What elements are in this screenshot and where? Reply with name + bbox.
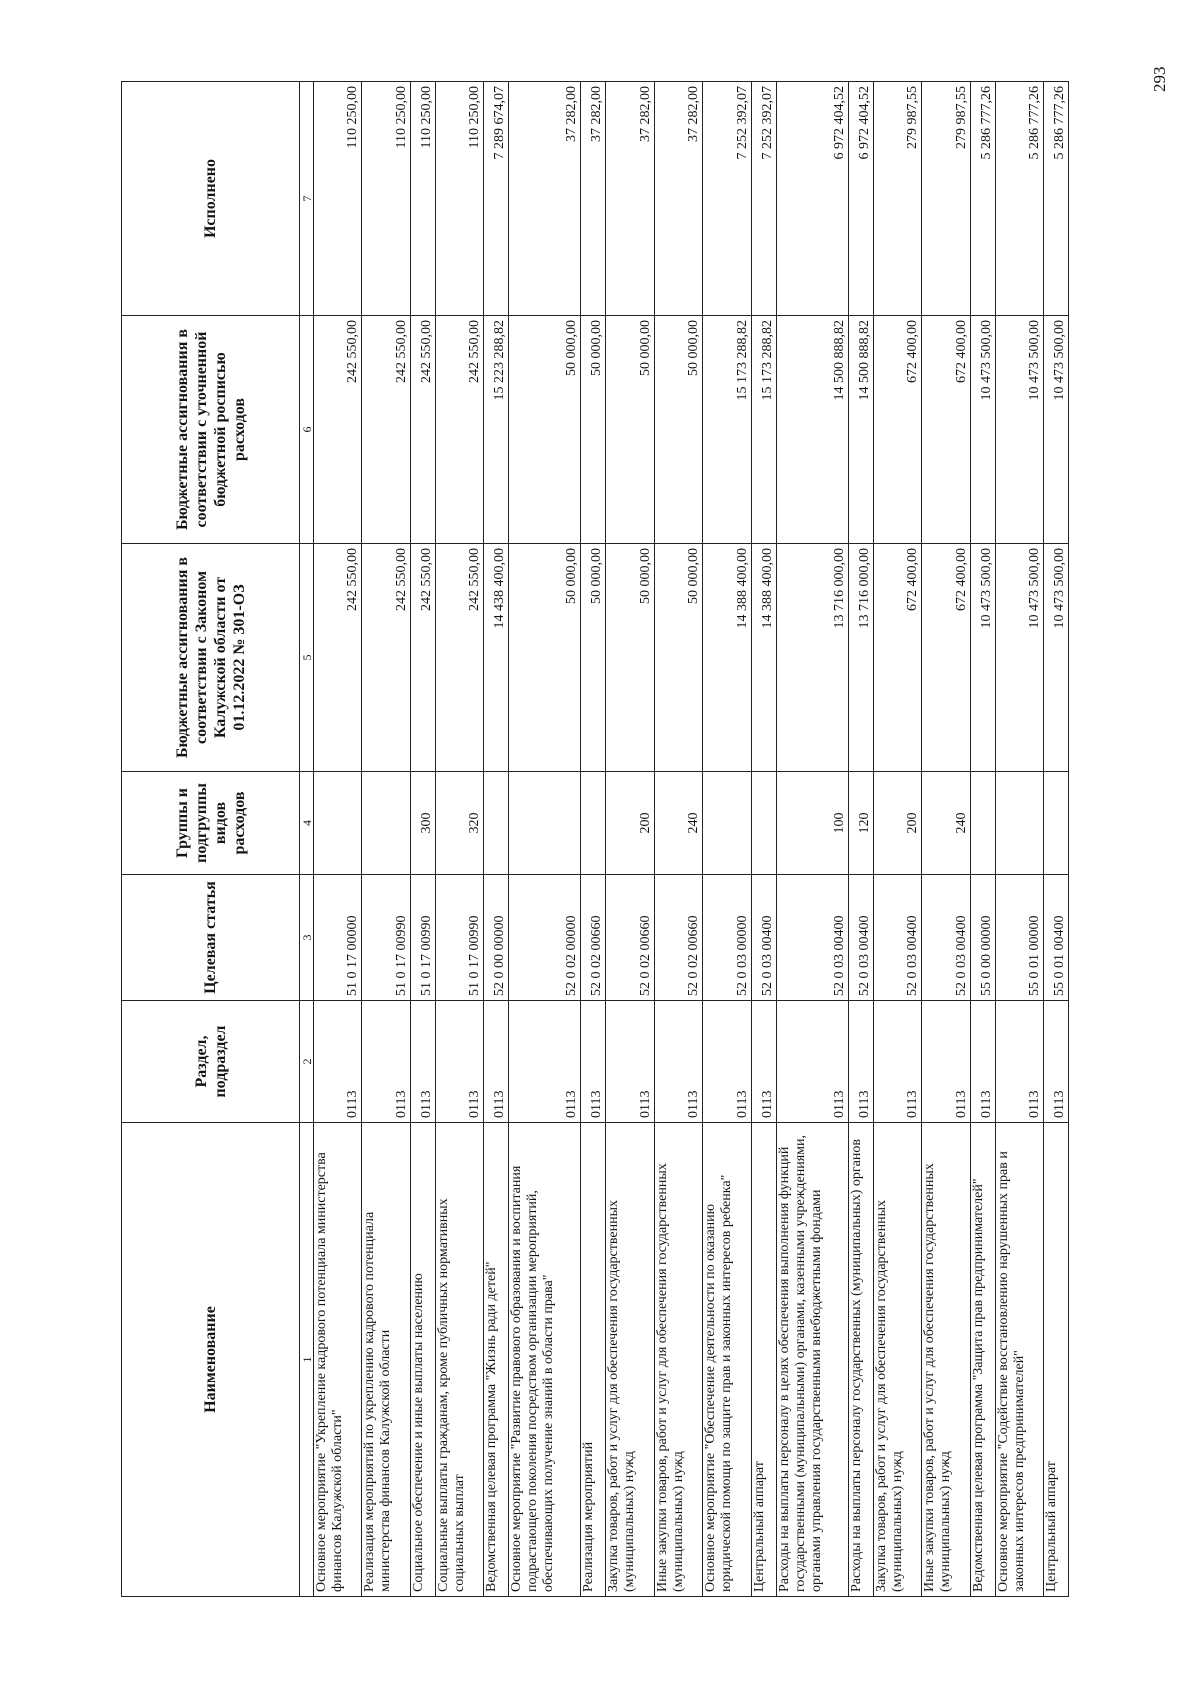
row-razdel: 0113 <box>654 1001 702 1123</box>
row-zakon: 10 473 500,00 <box>995 544 1043 772</box>
row-statya: 51 0 17 00000 <box>314 875 362 1001</box>
table-row <box>654 82 702 1597</box>
row-zakon: 14 388 400,00 <box>751 544 776 772</box>
row-name: Закупка товаров, работ и услуг для обеспечения государственных (муниципальных) нужд <box>873 1123 921 1597</box>
header-statya: Целевая статья <box>122 875 300 1001</box>
row-ispolneno: 6 972 404,52 <box>848 82 873 316</box>
row-zakon: 242 550,00 <box>314 544 362 772</box>
row-rospis: 242 550,00 <box>435 316 483 544</box>
row-rospis: 50 000,00 <box>654 316 702 544</box>
row-statya: 52 0 03 00000 <box>703 875 751 1001</box>
row-razdel: 0113 <box>362 1001 410 1123</box>
row-name: Ведомственная целевая программа "Защита прав предпринимателей" <box>970 1123 995 1597</box>
row-group: 200 <box>606 772 654 875</box>
row-ispolneno: 37 282,00 <box>606 82 654 316</box>
row-razdel: 0113 <box>922 1001 970 1123</box>
row-statya: 52 0 02 00660 <box>581 875 606 1001</box>
row-ispolneno: 110 250,00 <box>410 82 435 316</box>
row-statya: 55 0 01 00400 <box>1043 875 1068 1001</box>
row-zakon: 50 000,00 <box>581 544 606 772</box>
row-name: Расходы на выплаты персоналу государственных (муниципальных) органов <box>848 1123 873 1597</box>
row-razdel: 0113 <box>1043 1001 1068 1123</box>
table-row <box>362 82 410 1597</box>
table-row <box>703 82 751 1597</box>
column-number-row <box>300 82 314 1597</box>
table-row <box>1043 82 1068 1597</box>
row-group: 240 <box>654 772 702 875</box>
row-rospis: 10 473 500,00 <box>995 316 1043 544</box>
row-statya: 52 0 00 00000 <box>484 875 509 1001</box>
row-name: Основное мероприятие "Развитие правового образования и воспитания подрастающего поколения посредством организации мероприятий, обеспечивающих получение знаний в области права" <box>509 1123 581 1597</box>
row-statya: 51 0 17 00990 <box>410 875 435 1001</box>
row-zakon: 50 000,00 <box>509 544 581 772</box>
row-ispolneno: 7 252 392,07 <box>703 82 751 316</box>
row-group: 240 <box>922 772 970 875</box>
row-rospis: 242 550,00 <box>362 316 410 544</box>
row-razdel: 0113 <box>435 1001 483 1123</box>
row-name: Иные закупки товаров, работ и услуг для обеспечения государственных (муниципальных) нужд <box>654 1123 702 1597</box>
row-zakon: 242 550,00 <box>410 544 435 772</box>
row-razdel: 0113 <box>703 1001 751 1123</box>
rotated-page <box>121 82 1069 1597</box>
row-razdel: 0113 <box>314 1001 362 1123</box>
row-rospis: 15 173 288,82 <box>703 316 751 544</box>
page-number: 293 <box>1150 66 1169 92</box>
row-zakon: 672 400,00 <box>873 544 921 772</box>
header-name: Наименование <box>122 1123 300 1597</box>
row-ispolneno: 37 282,00 <box>654 82 702 316</box>
row-name: Основное мероприятие "Укрепление кадрового потенциала министерства финансов Калужской области" <box>314 1123 362 1597</box>
row-ispolneno: 7 252 392,07 <box>751 82 776 316</box>
table-body <box>314 82 1069 1597</box>
row-razdel: 0113 <box>606 1001 654 1123</box>
column-number: 7 <box>300 82 314 316</box>
row-razdel: 0113 <box>873 1001 921 1123</box>
row-razdel: 0113 <box>751 1001 776 1123</box>
column-number: 3 <box>300 875 314 1001</box>
row-group: 300 <box>410 772 435 875</box>
row-ispolneno: 110 250,00 <box>435 82 483 316</box>
row-group: 100 <box>776 772 848 875</box>
column-number: 4 <box>300 772 314 875</box>
row-rospis: 14 500 888,82 <box>776 316 848 544</box>
row-group: 320 <box>435 772 483 875</box>
row-zakon: 14 438 400,00 <box>484 544 509 772</box>
row-statya: 55 0 01 00000 <box>995 875 1043 1001</box>
row-rospis: 15 173 288,82 <box>751 316 776 544</box>
row-name: Центральный аппарат <box>1043 1123 1068 1597</box>
table-row <box>922 82 970 1597</box>
row-name: Расходы на выплаты персоналу в целях обеспечения выполнения функций государственными (муниципальными) органами, казенными учреждениями, органами управления государственными внебюджетными фондами <box>776 1123 848 1597</box>
row-razdel: 0113 <box>581 1001 606 1123</box>
table-row <box>873 82 921 1597</box>
row-statya: 52 0 03 00400 <box>873 875 921 1001</box>
table-row <box>776 82 848 1597</box>
row-statya: 55 0 00 00000 <box>970 875 995 1001</box>
row-ispolneno: 279 987,55 <box>922 82 970 316</box>
row-group <box>995 772 1043 875</box>
row-razdel: 0113 <box>848 1001 873 1123</box>
row-rospis: 14 500 888,82 <box>848 316 873 544</box>
row-statya: 52 0 02 00000 <box>509 875 581 1001</box>
row-ispolneno: 279 987,55 <box>873 82 921 316</box>
row-name: Реализация мероприятий по укреплению кадрового потенциала министерства финансов Калужской области <box>362 1123 410 1597</box>
row-zakon: 672 400,00 <box>922 544 970 772</box>
table-row <box>410 82 435 1597</box>
row-statya: 51 0 17 00990 <box>435 875 483 1001</box>
table-row <box>751 82 776 1597</box>
row-zakon: 242 550,00 <box>435 544 483 772</box>
row-statya: 52 0 03 00400 <box>751 875 776 1001</box>
row-zakon: 10 473 500,00 <box>970 544 995 772</box>
row-ispolneno: 5 286 777,26 <box>970 82 995 316</box>
table-row <box>848 82 873 1597</box>
row-name: Основное мероприятие "Обеспечение деятельности по оказанию юридической помощи по защите прав и законных интересов ребенка" <box>703 1123 751 1597</box>
row-zakon: 242 550,00 <box>362 544 410 772</box>
row-razdel: 0113 <box>484 1001 509 1123</box>
row-zakon: 50 000,00 <box>654 544 702 772</box>
row-zakon: 13 716 000,00 <box>848 544 873 772</box>
row-ispolneno: 37 282,00 <box>509 82 581 316</box>
row-rospis: 10 473 500,00 <box>970 316 995 544</box>
row-zakon: 13 716 000,00 <box>776 544 848 772</box>
row-zakon: 50 000,00 <box>606 544 654 772</box>
header-ispolneno: Исполнено <box>122 82 300 316</box>
row-rospis: 15 223 288,82 <box>484 316 509 544</box>
row-group <box>1043 772 1068 875</box>
row-ispolneno: 7 289 674,07 <box>484 82 509 316</box>
row-ispolneno: 110 250,00 <box>362 82 410 316</box>
table-row <box>435 82 483 1597</box>
row-razdel: 0113 <box>995 1001 1043 1123</box>
row-razdel: 0113 <box>970 1001 995 1123</box>
row-group <box>703 772 751 875</box>
column-number: 2 <box>300 1001 314 1123</box>
row-name: Социальное обеспечение и иные выплаты населению <box>410 1123 435 1597</box>
header-razdel: Раздел, подраздел <box>122 1001 300 1123</box>
header-row <box>122 82 300 1597</box>
row-group <box>751 772 776 875</box>
row-name: Социальные выплаты гражданам, кроме публичных нормативных социальных выплат <box>435 1123 483 1597</box>
row-statya: 52 0 02 00660 <box>606 875 654 1001</box>
row-ispolneno: 6 972 404,52 <box>776 82 848 316</box>
column-number: 1 <box>300 1123 314 1597</box>
row-ispolneno: 37 282,00 <box>581 82 606 316</box>
row-statya: 52 0 02 00660 <box>654 875 702 1001</box>
table-row <box>970 82 995 1597</box>
table-row <box>995 82 1043 1597</box>
budget-table <box>121 81 1069 1597</box>
row-statya: 52 0 03 00400 <box>776 875 848 1001</box>
header-group: Группы и подгруппы видов расходов <box>122 772 300 875</box>
table-row <box>606 82 654 1597</box>
row-group: 200 <box>873 772 921 875</box>
row-group <box>970 772 995 875</box>
row-statya: 52 0 03 00400 <box>922 875 970 1001</box>
row-zakon: 14 388 400,00 <box>703 544 751 772</box>
row-rospis: 50 000,00 <box>509 316 581 544</box>
row-name: Основное мероприятие "Содействие восстановлению нарушенных прав и законных интересов предпринимателей" <box>995 1123 1043 1597</box>
row-group <box>581 772 606 875</box>
row-rospis: 672 400,00 <box>922 316 970 544</box>
row-rospis: 672 400,00 <box>873 316 921 544</box>
row-group <box>509 772 581 875</box>
column-number: 5 <box>300 544 314 772</box>
row-rospis: 50 000,00 <box>606 316 654 544</box>
row-name: Ведомственная целевая программа "Жизнь ради детей" <box>484 1123 509 1597</box>
row-razdel: 0113 <box>776 1001 848 1123</box>
row-group <box>362 772 410 875</box>
row-group <box>484 772 509 875</box>
row-group <box>314 772 362 875</box>
row-ispolneno: 5 286 777,26 <box>1043 82 1068 316</box>
table-row <box>314 82 362 1597</box>
row-rospis: 50 000,00 <box>581 316 606 544</box>
row-name: Реализация мероприятий <box>581 1123 606 1597</box>
table-row <box>581 82 606 1597</box>
row-statya: 51 0 17 00990 <box>362 875 410 1001</box>
row-rospis: 242 550,00 <box>410 316 435 544</box>
row-zakon: 10 473 500,00 <box>1043 544 1068 772</box>
column-number: 6 <box>300 316 314 544</box>
row-name: Иные закупки товаров, работ и услуг для обеспечения государственных (муниципальных) нужд <box>922 1123 970 1597</box>
row-ispolneno: 110 250,00 <box>314 82 362 316</box>
row-rospis: 242 550,00 <box>314 316 362 544</box>
row-rospis: 10 473 500,00 <box>1043 316 1068 544</box>
table-row <box>484 82 509 1597</box>
header-rospis: Бюджетные ассигнования в соответствии с уточненной бюджетной росписью расходов <box>122 316 300 544</box>
row-razdel: 0113 <box>509 1001 581 1123</box>
row-razdel: 0113 <box>410 1001 435 1123</box>
row-ispolneno: 5 286 777,26 <box>995 82 1043 316</box>
row-name: Центральный аппарат <box>751 1123 776 1597</box>
row-name: Закупка товаров, работ и услуг для обеспечения государственных (муниципальных) нужд <box>606 1123 654 1597</box>
row-statya: 52 0 03 00400 <box>848 875 873 1001</box>
row-group: 120 <box>848 772 873 875</box>
table-row <box>509 82 581 1597</box>
header-zakon: Бюджетные ассигнования в соответствии с Законом Калужской области от 01.12.2022 № 301-ОЗ <box>122 544 300 772</box>
